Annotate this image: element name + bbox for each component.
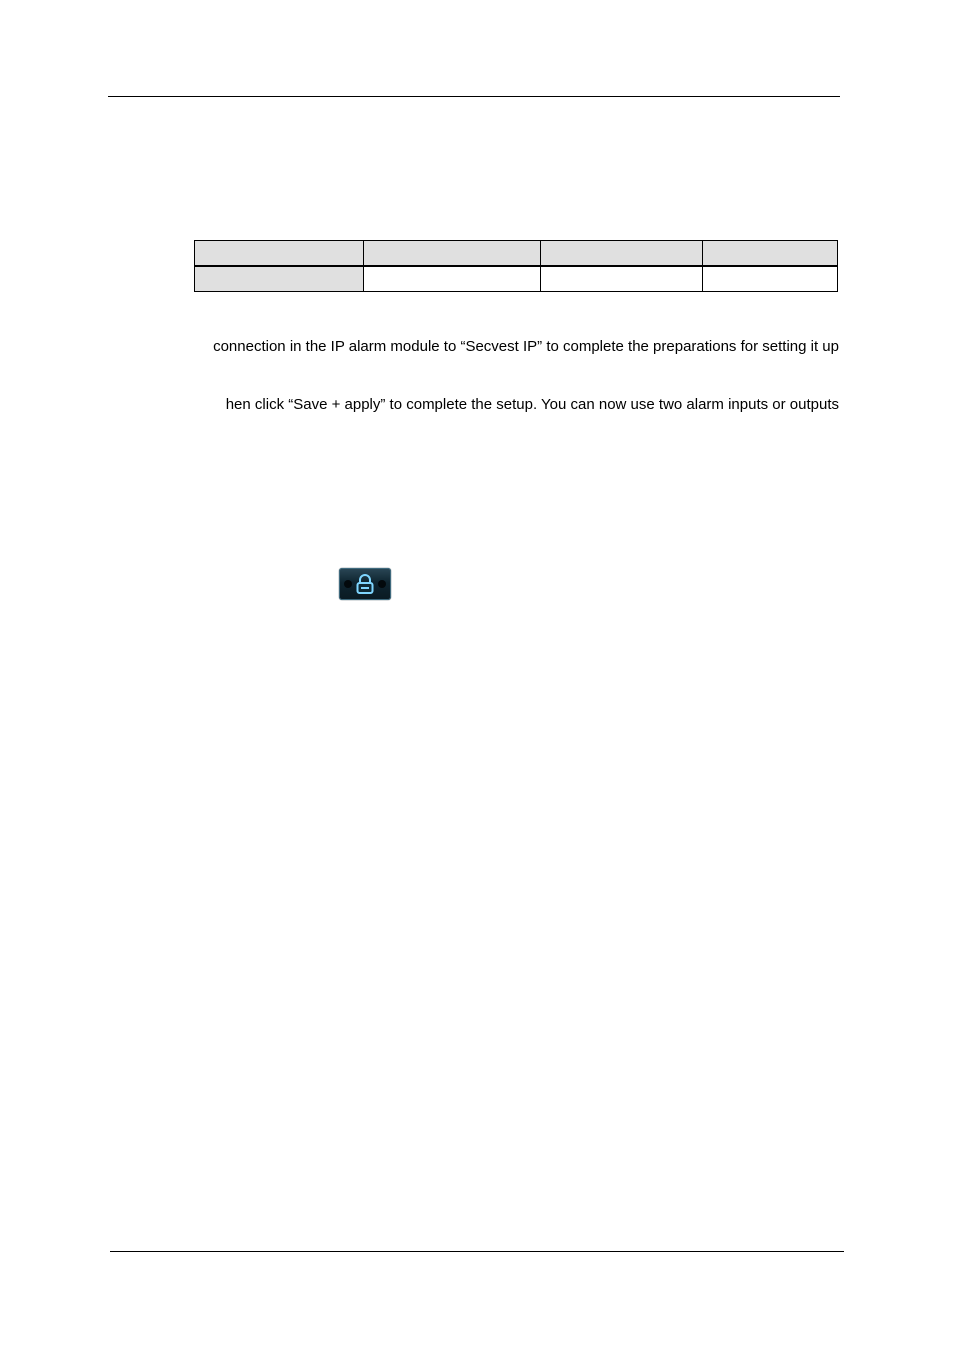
- lock-button-left-knob: [344, 580, 352, 588]
- table-header-cell: [195, 241, 364, 267]
- table-cell: [541, 266, 703, 292]
- lock-button-right-knob: [378, 580, 386, 588]
- table-cell: [703, 266, 838, 292]
- table-header-cell: [364, 241, 541, 267]
- table-row: [195, 266, 838, 292]
- table-cell: [364, 266, 541, 292]
- spec-table: [194, 240, 838, 292]
- lock-icon: [356, 573, 374, 595]
- table-header-cell: [541, 241, 703, 267]
- table-cell: [195, 266, 364, 292]
- header-rule: [108, 96, 840, 97]
- lock-button[interactable]: [339, 568, 391, 600]
- table-header-row: [195, 241, 838, 267]
- footer-rule: [110, 1251, 844, 1252]
- body-text-line: connection in the IP alarm module to “Secvest IP” to complete the preparations for setting it up: [213, 338, 839, 355]
- body-text-line: hen click “Save + apply” to complete the setup. You can now use two alarm inputs or outputs: [225, 396, 839, 413]
- table-header-cell: [703, 241, 838, 267]
